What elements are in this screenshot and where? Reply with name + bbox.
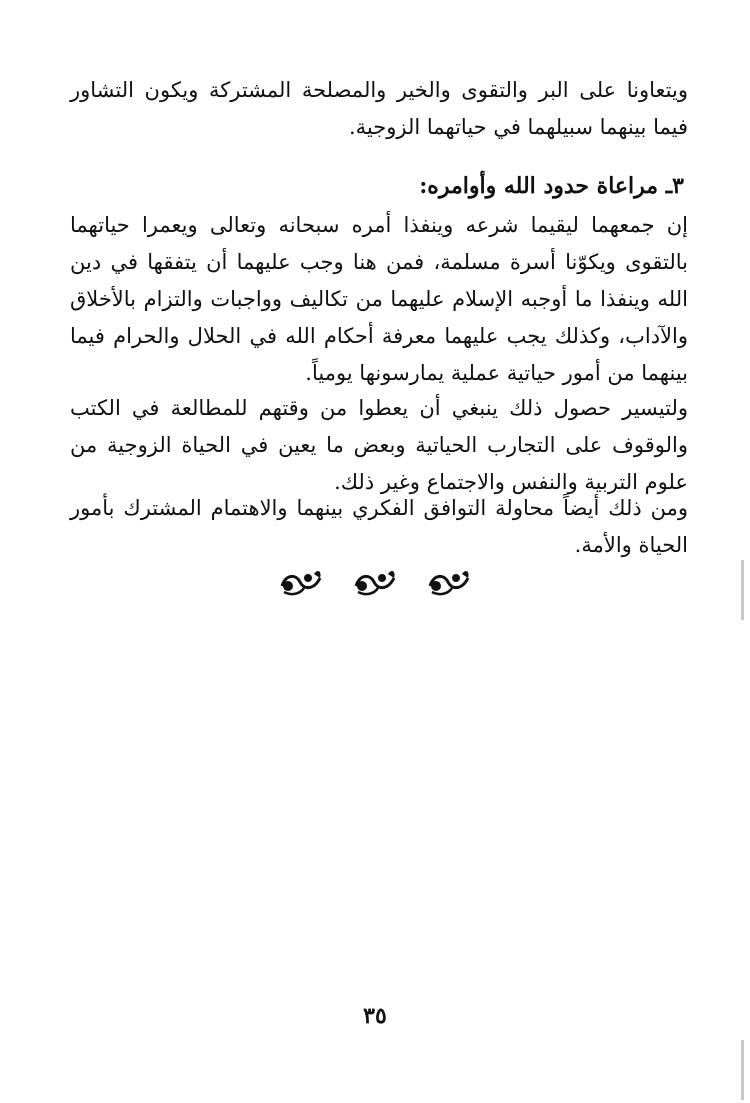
paragraph-intellectual-harmony: ومن ذلك أيضاً محاولة التوافق الفكري بينهما والاهتمام المشترك بأمور الحياة والأمة. bbox=[70, 496, 688, 557]
page-number: ٣٥ bbox=[363, 1003, 387, 1029]
paragraph-observing-gods-limits: إن جمعهما ليقيما شرعه وينفذا أمره سبحانه وتعالى ويعمرا حياتهما بالتقوى ويكوّنا أسرة مسلمة، فمن هنا وجب عليهما أن يتفقها في دين الله وينفذا ما أوجبه الإسلام عليهما من تكاليف وواجبات والتزام بالأخلاق والآداب، وكذلك يجب عليهما معرفة أحكام الله في الحلال والحرام فيما بينهما من أمور حياتية عملية يمارسونها يومياً. bbox=[70, 213, 688, 385]
section-divider-ornaments bbox=[0, 566, 750, 602]
scan-edge-mark bbox=[741, 560, 744, 620]
scan-edge-mark bbox=[741, 1040, 744, 1100]
floral-ornament-icon bbox=[352, 566, 398, 596]
floral-ornament-icon bbox=[426, 566, 472, 596]
floral-ornament-icon bbox=[278, 566, 324, 596]
section-heading: ٣ـ مراعاة حدود الله وأوامره: bbox=[419, 173, 684, 199]
paragraph-continuation: ويتعاونا على البر والتقوى والخير والمصلحة المشتركة ويكون التشاور فيما بينهما سبيلهما في حياتهما الزوجية. bbox=[70, 78, 688, 139]
paragraph-facilitation: ولتيسير حصول ذلك ينبغي أن يعطوا من وقتهم للمطالعة في الكتب والوقوف على التجارب الحياتية وبعض ما يعين في الحياة الزوجية من علوم التربية والنفس والاجتماع وغير ذلك. bbox=[70, 396, 688, 494]
